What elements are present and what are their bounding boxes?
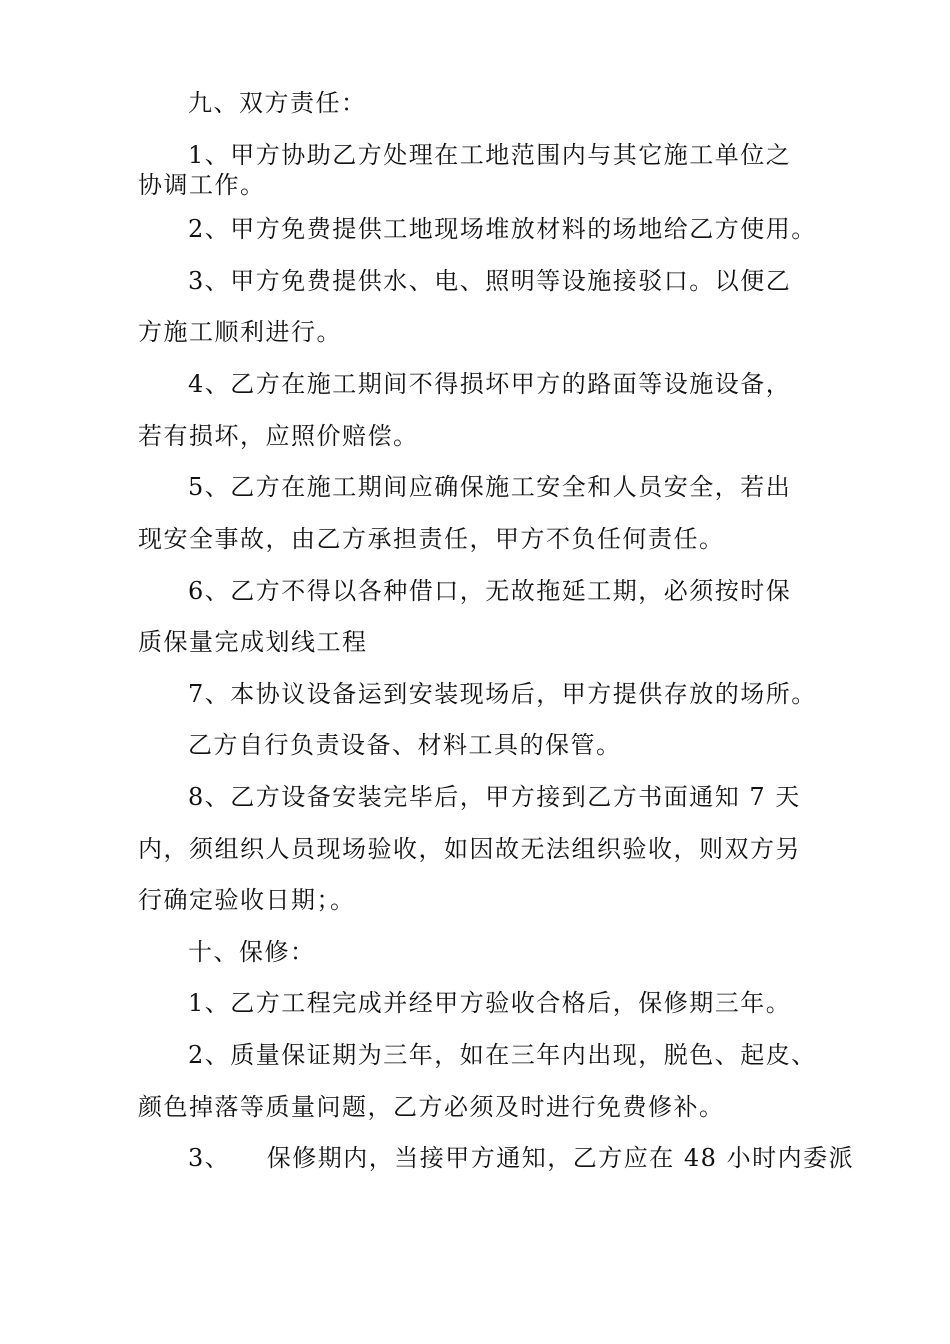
paragraph-line: 现安全事故，由乙方承担责任，甲方不负任何责任。 [138,525,725,553]
paragraph-line: 若有损坏，应照价赔偿。 [138,422,419,450]
paragraph-line: 8、乙方设备安装完毕后，甲方接到乙方书面通知 7 天 [188,783,801,811]
paragraph-line: 2、甲方免费提供工地现场堆放材料的场地给乙方使用。 [188,215,817,243]
section-heading-warranty: 十、保修： [188,938,316,966]
paragraph-line: 质保量完成划线工程 [138,628,368,656]
paragraph-line: 4、乙方在施工期间不得损坏甲方的路面等设施设备， [188,370,792,398]
paragraph-line: 7、本协议设备运到安装现场后，甲方提供存放的场所。 [188,680,817,708]
paragraph-line: 协调工作。 [138,171,266,199]
paragraph-line: 内，须组织人员现场验收，如因故无法组织验收，则双方另 [138,835,801,863]
paragraph-line: 1、乙方工程完成并经甲方验收合格后，保修期三年。 [188,989,792,1017]
paragraph-line: 1、甲方协助乙方处理在工地范围内与其它施工单位之 [188,141,792,169]
section-heading-responsibilities: 九、双方责任： [188,89,367,117]
paragraph-line: 3、 保修期内，当接甲方通知，乙方应在 48 小时内委派 [188,1144,855,1172]
paragraph-line: 方施工顺利进行。 [138,318,342,346]
paragraph-line: 5、乙方在施工期间应确保施工安全和人员安全，若出 [188,473,792,501]
paragraph-line: 颜色掉落等质量问题，乙方必须及时进行免费修补。 [138,1093,725,1121]
paragraph-line: 行确定验收日期；。 [138,886,356,914]
paragraph-line: 6、乙方不得以各种借口，无故拖延工期，必须按时保 [188,577,792,605]
paragraph-line: 2、质量保证期为三年，如在三年内出现，脱色、起皮、 [188,1041,817,1069]
paragraph-line: 乙方自行负责设备、材料工具的保管。 [188,731,622,759]
paragraph-line: 3、甲方免费提供水、电、照明等设施接驳口。以便乙 [188,267,792,295]
